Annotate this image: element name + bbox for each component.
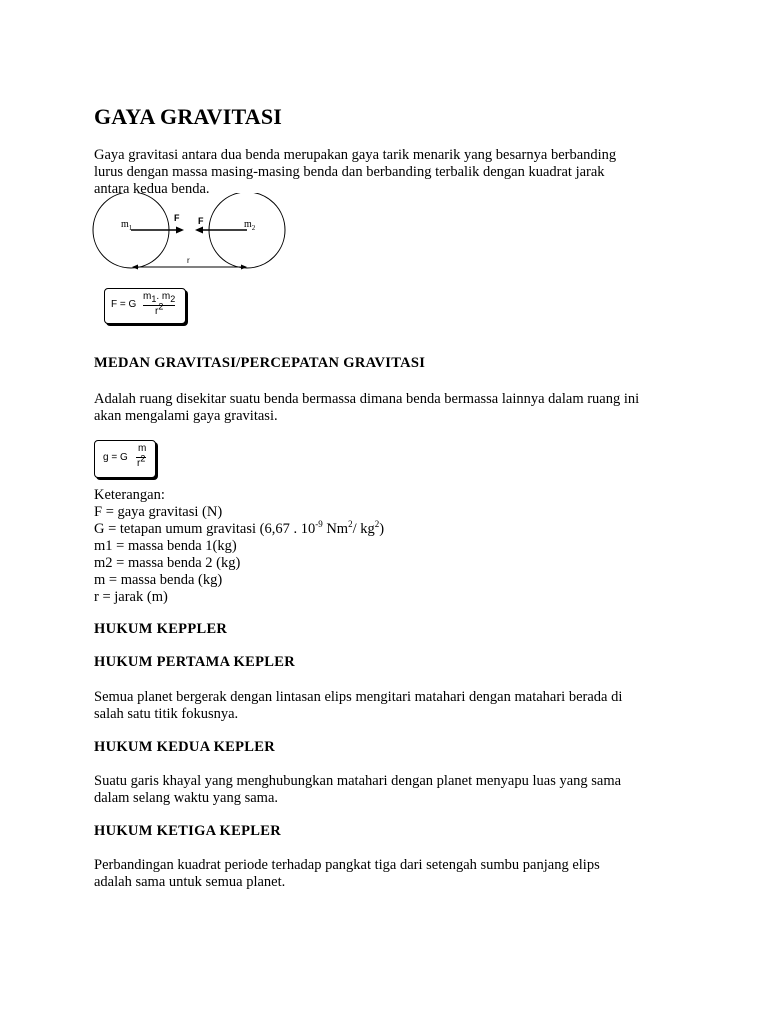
mass-1-label: m [121,219,129,230]
keterangan-f: F = gaya gravitasi (N) [94,504,223,520]
kepler-third-line-2: adalah sama untuk semua planet. [94,874,286,890]
keterangan-m2: m2 = massa benda 2 (kg) [94,555,241,571]
kepler-second-line-2: dalam selang waktu yang sama. [94,790,279,806]
formula-numerator: $m_1$. $m_2$ [143,291,176,304]
kepler-second-line-1: Suatu garis khayal yang menghubungkan matahari dengan planet menyapu luas yang sama [94,773,622,789]
medan-line-2: akan mengalami gaya gravitasi. [94,408,278,424]
field-formula-lhs: g = G [103,452,128,463]
heading-kepler-second: HUKUM KEDUA KEPLER [94,739,276,755]
page-title: GAYA GRAVITASI [94,104,283,129]
gravity-field-formula [94,440,156,478]
heading-kepler-first: HUKUM PERTAMA KEPLER [94,654,295,670]
keterangan-g: G = tetapan umum gravitasi (6,67 . $10^{-9}$ Nm$^2$/ $kg^2$) [94,519,385,537]
gravity-force-diagram [88,193,298,273]
formula-denominator: $r^2$ [155,301,164,317]
kepler-first-line-2: salah satu titik fokusnya. [94,706,239,722]
heading-kepler-third: HUKUM KETIGA KEPLER [94,823,281,839]
field-formula-denominator: $r^2$ [137,453,146,469]
mass-1-subscript: 1 [128,224,133,232]
section-heading-kepler: HUKUM KEPPLER [94,621,228,637]
section-heading-medan: MEDAN GRAVITASI/PERCEPATAN GRAVITASI [94,355,426,371]
mass-2-label: m [244,219,252,230]
keterangan-heading: Keterangan: [94,487,165,503]
newton-gravity-formula [104,288,186,324]
distance-label: r [187,256,190,265]
arrowhead-right [195,227,203,234]
mass-2-subscript: 2 [251,224,256,232]
medan-line-1: Adalah ruang disekitar suatu benda bermassa dimana benda bermassa lainnya dalam ruang ini [94,391,640,407]
formula-lhs: F = G [111,299,137,310]
intro-line-2: lurus dengan massa masing-masing benda dan berbanding terbalik dengan kuadrat jarak [94,164,605,180]
force-label-left: F [174,213,180,223]
distance-arrowhead-left [132,265,138,270]
keterangan-m: m = massa benda (kg) [94,572,223,588]
keterangan-r: r = jarak (m) [94,589,168,605]
keterangan-m1: m1 = massa benda 1(kg) [94,538,237,554]
intro-line-3: antara kedua benda. [94,181,210,197]
field-formula-numerator: m [138,443,147,454]
arrowhead-left [176,227,184,234]
kepler-third-line-1: Perbandingan kuadrat periode terhadap pangkat tiga dari setengah sumbu panjang elips [94,857,600,873]
distance-arrowhead-right [241,265,247,270]
svg-text:m1 [121,219,133,232]
kepler-first-line-1: Semua planet bergerak dengan lintasan elips mengitari matahari dengan matahari berada di [94,689,623,705]
intro-line-1: Gaya gravitasi antara dua benda merupakan gaya tarik menarik yang besarnya berbanding [94,147,617,163]
force-label-right: F [198,216,204,226]
